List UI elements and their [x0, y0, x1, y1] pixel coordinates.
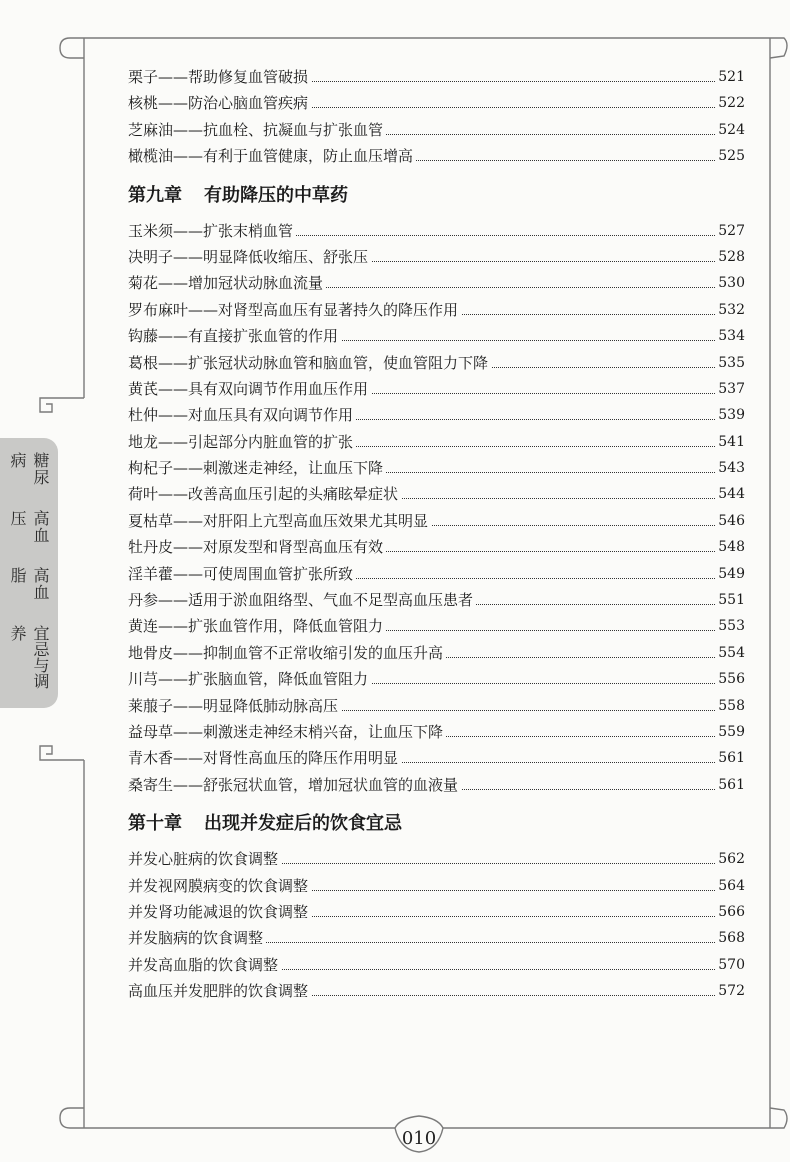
toc-entry-title: 莱菔子——明显降低肺动脉高压 [128, 693, 341, 719]
toc-entry-title: 地龙——引起部分内脏血管的扩张 [128, 429, 356, 455]
toc-entry-title: 黄连——扩张血管作用，降低血管阻力 [128, 613, 386, 639]
toc-entry[interactable] [128, 952, 745, 978]
toc-entry-title: 并发心脏病的饮食调整 [128, 846, 281, 872]
toc-entry[interactable] [128, 745, 745, 771]
toc-entry-page: 530 [716, 270, 745, 296]
toc-entry-page: 544 [716, 481, 745, 507]
toc-entry-page: 524 [716, 117, 745, 143]
page-number: 010 [401, 1128, 437, 1149]
toc-entry[interactable] [128, 350, 745, 376]
toc-entry-title: 益母草——刺激迷走神经末梢兴奋，让血压下降 [128, 719, 446, 745]
chapter-title: 出现并发症后的饮食宜忌 [204, 813, 402, 835]
toc-entry-title: 高血压并发肥胖的饮食调整 [128, 978, 311, 1004]
toc-entry[interactable] [128, 244, 745, 270]
toc-entry-page: 546 [716, 508, 745, 534]
toc-entry[interactable] [128, 666, 745, 692]
toc-entry[interactable] [128, 873, 745, 899]
toc-entry[interactable] [128, 323, 745, 349]
toc-entry-page: 551 [716, 587, 745, 613]
toc-entry-title: 并发高血脂的饮食调整 [128, 952, 281, 978]
toc-entry-page: 522 [716, 90, 745, 116]
toc-entry[interactable] [128, 508, 745, 534]
toc-entry-page: 534 [716, 323, 745, 349]
toc-entry-title: 玉米须——扩张末梢血管 [128, 218, 296, 244]
toc-entry[interactable] [128, 693, 745, 719]
toc-entry[interactable] [128, 143, 745, 169]
toc-entry[interactable] [128, 899, 745, 925]
toc-entry-title: 钩藤——有直接扩张血管的作用 [128, 323, 341, 349]
toc-entry-page: 572 [716, 978, 745, 1004]
toc-entry-page: 548 [716, 534, 745, 560]
toc-entry[interactable] [128, 297, 745, 323]
toc-entry-page: 543 [716, 455, 745, 481]
toc-entry[interactable] [128, 561, 745, 587]
chapter-label: 第十章 [128, 813, 182, 835]
toc-entry[interactable] [128, 376, 745, 402]
toc-entry[interactable] [128, 587, 745, 613]
toc-entry-title: 并发脑病的饮食调整 [128, 925, 266, 951]
toc-entry-page: 528 [716, 244, 745, 270]
toc-entry-page: 562 [716, 846, 745, 872]
toc-entry-page: 568 [716, 925, 745, 951]
toc-entry-title: 菊花——增加冠状动脉血流量 [128, 270, 326, 296]
toc-entry[interactable] [128, 64, 745, 90]
toc-entry-title: 橄榄油——有利于血管健康，防止血压增高 [128, 143, 416, 169]
toc-entry[interactable] [128, 90, 745, 116]
toc-entry-page: 553 [716, 613, 745, 639]
side-tab [0, 438, 58, 708]
toc-entry-title: 核桃——防治心脑血管疾病 [128, 90, 311, 116]
toc-entry[interactable] [128, 772, 745, 798]
side-tab-item: 高血脂 [8, 567, 50, 602]
toc-entry[interactable] [128, 402, 745, 428]
toc-entry-title: 决明子——明显降低收缩压、舒张压 [128, 244, 371, 270]
toc-entry-page: 570 [716, 952, 745, 978]
toc-entry[interactable] [128, 455, 745, 481]
toc-entry[interactable] [128, 613, 745, 639]
toc-entry[interactable] [128, 534, 745, 560]
toc-entry-page: 554 [716, 640, 745, 666]
toc-entry-page: 558 [716, 693, 745, 719]
toc-entry[interactable] [128, 117, 745, 143]
toc-entry[interactable] [128, 719, 745, 745]
toc-entry[interactable] [128, 846, 745, 872]
toc-entry-title: 枸杞子——刺激迷走神经，让血压下降 [128, 455, 386, 481]
toc-entry-page: 541 [716, 429, 745, 455]
chapter-heading [128, 798, 745, 846]
toc-entry-title: 桑寄生——舒张冠状血管，增加冠状血管的血液量 [128, 772, 461, 798]
toc-entry-title: 栗子——帮助修复血管破损 [128, 64, 311, 90]
toc-entry[interactable] [128, 481, 745, 507]
toc-entry-page: 561 [716, 772, 745, 798]
toc-entry-title: 荷叶——改善高血压引起的头痛眩晕症状 [128, 481, 401, 507]
toc-entry-title: 罗布麻叶——对肾型高血压有显著持久的降压作用 [128, 297, 461, 323]
toc-entry-page: 549 [716, 561, 745, 587]
toc-entry-page: 539 [716, 402, 745, 428]
toc-entry-page: 556 [716, 666, 745, 692]
toc-entry-title: 葛根——扩张冠状动脉血管和脑血管，使血管阻力下降 [128, 350, 491, 376]
toc-entry-title: 芝麻油——抗血栓、抗凝血与扩张血管 [128, 117, 386, 143]
toc-entry-page: 527 [716, 218, 745, 244]
side-tab-item: 高血压 [8, 509, 50, 544]
toc-entry[interactable] [128, 978, 745, 1004]
toc-entry-title: 杜仲——对血压具有双向调节作用 [128, 402, 356, 428]
chapter-title: 有助降压的中草药 [204, 184, 348, 206]
toc-entry-title: 牡丹皮——对原发型和肾型高血压有效 [128, 534, 386, 560]
toc-entry-title: 淫羊藿——可使周围血管扩张所致 [128, 561, 356, 587]
toc-entry[interactable] [128, 270, 745, 296]
toc-entry[interactable] [128, 429, 745, 455]
toc-entry-page: 566 [716, 899, 745, 925]
toc-entry-page: 537 [716, 376, 745, 402]
toc-entry-page: 535 [716, 350, 745, 376]
toc-entry-title: 并发视网膜病变的饮食调整 [128, 873, 311, 899]
toc-entry-title: 丹参——适用于淤血阻络型、气血不足型高血压患者 [128, 587, 476, 613]
toc-entry[interactable] [128, 218, 745, 244]
chapter-label: 第九章 [128, 184, 182, 206]
toc-entry-title: 地骨皮——抑制血管不正常收缩引发的血压升高 [128, 640, 446, 666]
toc-entry-page: 525 [716, 143, 745, 169]
toc-entry-page: 532 [716, 297, 745, 323]
toc-entry[interactable] [128, 925, 745, 951]
toc-entry-title: 青木香——对肾性高血压的降压作用明显 [128, 745, 401, 771]
toc-entry-page: 521 [716, 64, 745, 90]
toc-entry-title: 并发肾功能减退的饮食调整 [128, 899, 311, 925]
toc-entry[interactable] [128, 640, 745, 666]
toc-entry-page: 559 [716, 719, 745, 745]
toc-entry-page: 564 [716, 873, 745, 899]
toc-entry-title: 夏枯草——对肝阳上亢型高血压效果尤其明显 [128, 508, 431, 534]
toc-entry-page: 561 [716, 745, 745, 771]
side-tab-item: 宜忌与调养 [8, 624, 50, 689]
side-tab-item: 糖尿病 [8, 452, 50, 486]
table-of-contents [128, 64, 745, 1005]
toc-entry-title: 川芎——扩张脑血管，降低血管阻力 [128, 666, 371, 692]
toc-entry-title: 黄芪——具有双向调节作用血压作用 [128, 376, 371, 402]
chapter-heading [128, 170, 745, 218]
